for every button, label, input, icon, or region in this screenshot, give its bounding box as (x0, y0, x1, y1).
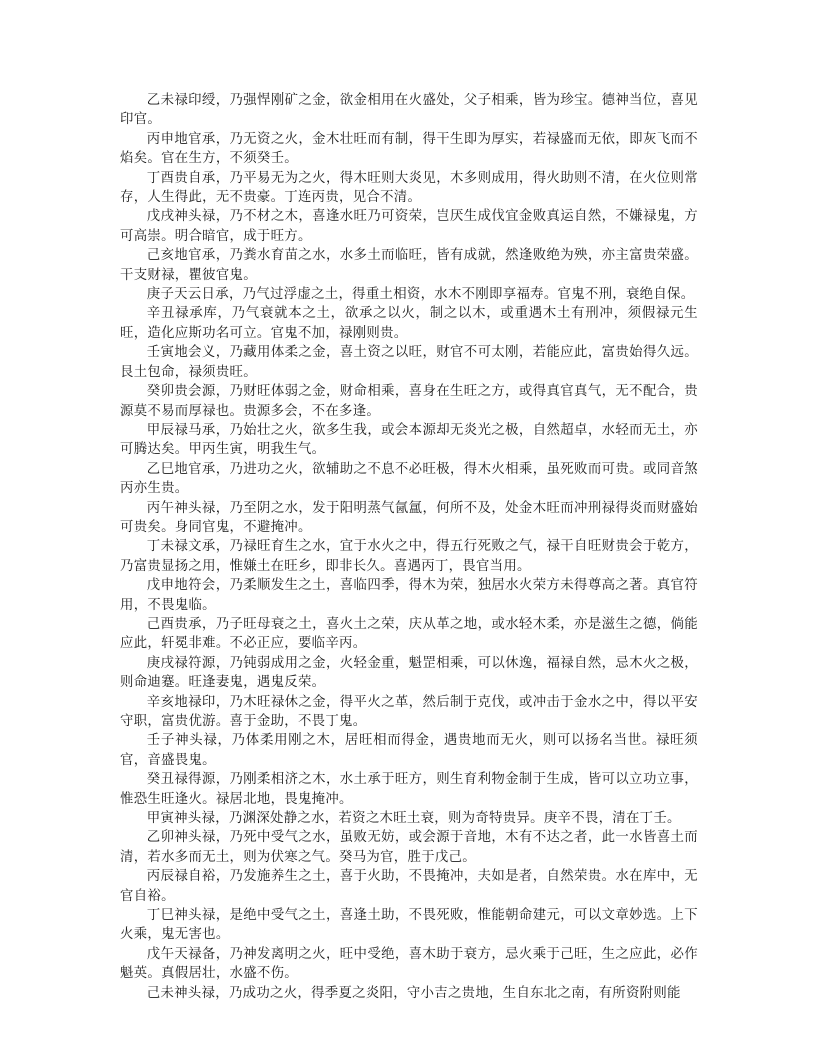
document-body (120, 91, 698, 1003)
paragraph: 庚戌禄符源，乃钝弱成用之金，火轻金重，魁罡相乘，可以休逸，福禄自然，忌木火之极，则命迪蹇。旺逢妻鬼，遇鬼反荣。 (120, 655, 698, 691)
paragraph: 丁巳神头禄，是绝中受气之土，喜逢土助，不畏死败，惟能朝命建元，可以文章妙选。上下火乘，鬼无害也。 (120, 908, 698, 943)
paragraph: 丁酉贵自承，乃平易无为之火，得木旺则大炎见，木多则成用，得火助则不清，在火位则常存，人生得此，无不贵豪。丁连丙贵，见合不清。 (120, 170, 698, 206)
paragraph: 甲寅神头禄，乃渊深处静之水，若资之木旺土衰，则为奇特贵异。庚辛不畏，清在丁壬。 (146, 811, 681, 827)
paragraph: 丁未禄文承，乃禄旺育生之水，宜于水火之中，得五行死败之气，禄干自旺财贵会于乾方，乃富贵显扬之用，惟嫌土在旺乡，即非长久。喜遇丙丁，畏官当用。 (120, 539, 698, 574)
paragraph: 辛丑禄承库，乃气衰就本之土，欲承之以火，制之以木，或重遇木土有刑冲，须假禄元生旺，造化应斯功名可立。官鬼不加，禄刚则贵。 (120, 306, 698, 341)
paragraph: 己亥地官承，乃粪水育苗之水，水多土而临旺，皆有成就，然逢败绝为殃，亦主富贵荣盛。干支财禄，瞿彼官鬼。 (120, 248, 698, 283)
paragraph: 丙辰禄自裕，乃发施养生之土，喜于火助，不畏掩冲，夫如是者，自然荣贵。水在库中，无官自裕。 (120, 869, 698, 904)
paragraph: 庚子天云日承，乃气过浮虚之土，得重土相资，水木不刚即享福寿。官鬼不刑，衰绝自保。 (146, 287, 695, 303)
paragraph: 戊申地符会，乃柔顺发生之土，喜临四季，得木为荣，独居水火荣方未得尊高之著。真官符用，不畏鬼临。 (120, 578, 698, 613)
paragraph: 丙申地官承，乃无资之火，金木壮旺而有制，得干生即为厚实，若禄盛而无依，即灰飞而不焰矣。官在生方，不须癸壬。 (120, 131, 698, 167)
paragraph: 辛亥地禄印，乃木旺禄休之金，得平火之革，然后制于克伐，或冲击于金水之中，得以平安守职，富贵优游。喜于金助，不畏丁鬼。 (120, 694, 698, 729)
paragraph: 戊午天禄备，乃神发离明之火，旺中受绝，喜木助于衰方，忌火乘于己旺，生之应此，必作魁英。真假居壮，水盛不伤。 (120, 946, 698, 982)
paragraph: 丙午神头禄，乃至阴之水，发于阳明蒸气氤氲，何所不及，处金木旺而冲刑禄得炎而财盛始可贵矣。身同官鬼，不避掩冲。 (120, 500, 698, 535)
paragraph: 癸丑禄得源，乃刚柔相济之木，水土承于旺方，则生育利物金制于生成，皆可以立功立事，惟恐生旺逢火。禄居北地，畏鬼掩冲。 (120, 772, 698, 807)
paragraph: 乙巳地官承，乃进功之火，欲辅助之不息不必旺极，得木火相乘，虽死败而可贵。或同音煞丙亦生贵。 (120, 461, 698, 497)
paragraph: 乙未禄印绶，乃强悍刚矿之金，欲金相用在火盛处，父子相乘，皆为珍宝。德神当位，喜见印官。 (120, 93, 698, 128)
paragraph: 癸卯贵会源，乃财旺体弱之金，财命相乘，喜身在生旺之方，或得真官真气，无不配合，贵源莫不易而厚禄也。贵源多会，不在多逢。 (120, 384, 698, 419)
paragraph: 甲辰禄马承，乃始壮之火，欲多生我，或会本源却无炎光之极，自然超卓，水轻而无土，亦可腾达矣。甲丙生寅，明我生气。 (120, 422, 698, 458)
paragraph: 戊戌神头禄，乃不材之木，喜逢水旺乃可资荣，岂厌生成伐宜金败真运自然，不嫌禄鬼，方可高崇。明合暗官，成于旺方。 (120, 209, 698, 244)
paragraph: 壬子神头禄，乃体柔用刚之木，居旺相而得金，遇贵地而无火，则可以扬名当世。禄旺须官，音盛畏鬼。 (120, 733, 698, 768)
paragraph: 己酉贵承，乃子旺母衰之土，喜火土之荣，庆从革之地，或水轻木柔，亦是滋生之德，倘能应此，轩冕非难。不必正应，要临辛丙。 (120, 616, 698, 652)
paragraph: 壬寅地会义，乃藏用体柔之金，喜土资之以旺，财官不可太刚，若能应此，富贵始得久远。艮土包命，禄须贵旺。 (120, 345, 698, 380)
paragraph: 己未神头禄，乃成功之火，得季夏之炎阳，守小吉之贵地，生自东北之南，有所资附则能 (146, 985, 681, 1001)
paragraph: 乙卯神头禄，乃死中受气之水，虽败无妨，或会源于音地，木有不达之者，此一水皆喜土而清，若水多而无土，则为伏寒之气。癸马为官，胜于戊己。 (120, 830, 698, 865)
